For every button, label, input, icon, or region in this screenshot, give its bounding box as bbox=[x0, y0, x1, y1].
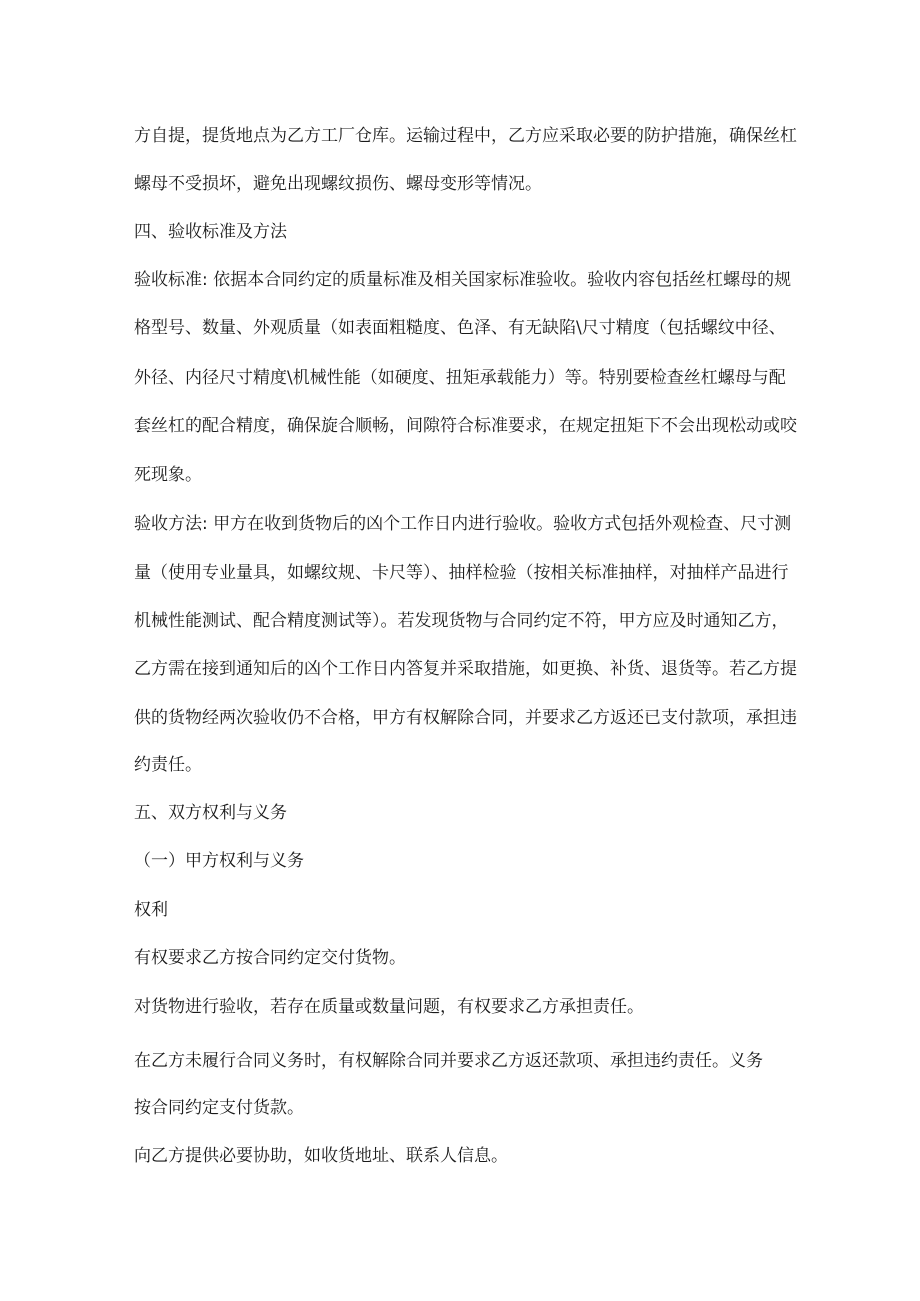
paragraph-line: 向乙方提供必要协助，如收货地址、联系人信息。 bbox=[134, 1146, 508, 1166]
paragraph-line: 外径、内径尺寸精度\机械性能（如硬度、扭矩承载能力）等。特别要检查丝杠螺母与配 bbox=[134, 368, 786, 388]
paragraph-line: 格型号、数量、外观质量（如表面粗糙度、色泽、有无缺陷\尺寸精度（包括螺纹中径、 bbox=[134, 318, 786, 338]
paragraph-line: 有权要求乙方按合同约定交付货物。 bbox=[134, 948, 406, 968]
paragraph-line: 乙方需在接到通知后的凶个工作日内答复并采取措施，如更换、补货、退货等。若乙方提 bbox=[134, 659, 797, 679]
paragraph-line: 机械性能测试、配合精度测试等）。若发现货物与合同约定不符，甲方应及时通知乙方， bbox=[134, 611, 789, 631]
paragraph-line: 死现象。 bbox=[134, 465, 202, 485]
paragraph-line: 在乙方未履行合同义务时，有权解除合同并要求乙方返还款项、承担违约责任。义务 bbox=[134, 1051, 763, 1071]
paragraph-line: 验收方法: 甲方在收到货物后的凶个工作日内进行验收。验收方式包括外观检查、尺寸测 bbox=[134, 514, 792, 534]
paragraph-line: 按合同约定支付货款。 bbox=[134, 1098, 304, 1118]
section-heading: 四、验收标准及方法 bbox=[134, 222, 287, 242]
subsection-heading: （一）甲方权利与义务 bbox=[134, 851, 304, 871]
paragraph-line: 供的货物经两次验收仍不合格，甲方有权解除合同，并要求乙方返还已支付款项，承担违 bbox=[134, 708, 797, 728]
paragraph-line: 螺母不受损坏，避免出现螺纹损伤、螺母变形等情况。 bbox=[134, 174, 542, 194]
subsection-label: 权利 bbox=[134, 900, 168, 920]
paragraph-line: 约责任。 bbox=[134, 755, 202, 775]
paragraph-line: 套丝杠的配合精度，确保旋合顺畅，间隙符合标准要求，在规定扭矩下不会出现松动或咬 bbox=[134, 416, 797, 436]
paragraph-line: 量（使用专业量具，如螺纹规、卡尺等）、抽样检验（按相关标准抽样，对抽样产品进行 bbox=[134, 563, 789, 583]
paragraph-line: 对货物进行验收，若存在质量或数量问题，有权要求乙方承担责任。 bbox=[134, 997, 644, 1017]
paragraph-line: 验收标准: 依据本合同约定的质量标准及相关国家标准验收。验收内容包括丝杠螺母的规 bbox=[134, 270, 792, 290]
section-heading: 五、双方权利与义务 bbox=[134, 803, 287, 823]
paragraph-line: 方自提，提货地点为乙方工厂仓库。运输过程中，乙方应采取必要的防护措施，确保丝杠 bbox=[134, 126, 797, 146]
